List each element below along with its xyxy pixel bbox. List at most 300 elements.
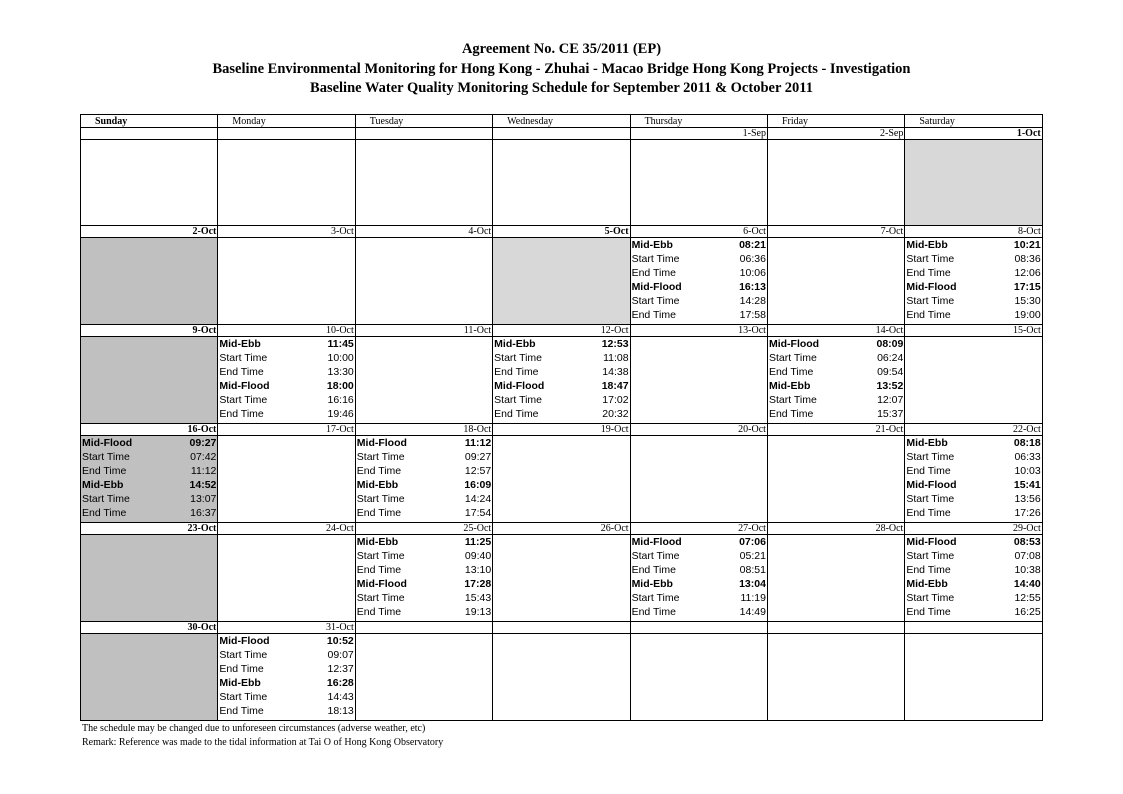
schedule-row [81, 634, 1043, 721]
schedule-cell [767, 436, 904, 523]
entry-label: Mid-Flood [219, 380, 270, 393]
entry-time: 11:08 [603, 352, 629, 365]
date-cell: 28-Oct [767, 522, 904, 534]
tide-entry [218, 337, 354, 351]
schedule-cell [630, 238, 767, 325]
date-cell: 29-Oct [905, 522, 1042, 534]
tide-entry [218, 379, 354, 393]
time-entry [905, 464, 1041, 478]
date-cell [218, 128, 355, 140]
entry-time: 09:40 [464, 550, 492, 563]
entry-time: 08:51 [739, 564, 766, 577]
time-entry [356, 563, 492, 577]
schedule-cell [905, 634, 1042, 721]
time-entry [218, 690, 354, 704]
time-entry [218, 393, 354, 407]
date-cell: 15-Oct [905, 325, 1042, 337]
entry-label: Mid-Flood [906, 479, 957, 492]
date-cell: 6-Oct [630, 226, 767, 238]
entry-label: End Time [356, 606, 402, 619]
day-header-wednesday: Wednesday [493, 115, 630, 128]
date-cell [630, 621, 767, 633]
date-cell [905, 621, 1042, 633]
date-cell [81, 128, 218, 140]
schedule-cell [355, 634, 492, 721]
entry-label: End Time [906, 606, 951, 619]
time-entry [905, 294, 1041, 308]
entry-time: 13:04 [739, 578, 766, 591]
entry-time: 06:24 [877, 352, 904, 365]
date-cell: 23-Oct [81, 522, 218, 534]
time-entry [218, 648, 354, 662]
entry-label: End Time [356, 564, 402, 577]
schedule-row [81, 436, 1043, 523]
entry-time: 11:19 [740, 592, 766, 605]
entry-time: 08:36 [1014, 253, 1041, 266]
entry-label: Start Time [631, 295, 680, 308]
time-entry [631, 549, 767, 563]
date-row [81, 226, 1043, 238]
day-header-monday: Monday [218, 115, 355, 128]
date-cell: 21-Oct [767, 424, 904, 436]
time-entry [631, 605, 767, 619]
date-cell: 8-Oct [905, 226, 1042, 238]
time-entry [768, 365, 904, 379]
entry-label: Mid-Flood [906, 536, 957, 549]
entry-label: End Time [906, 564, 951, 577]
date-cell: 27-Oct [630, 522, 767, 534]
date-cell [355, 128, 492, 140]
schedule-cell [355, 140, 492, 226]
tide-entry [493, 337, 629, 351]
date-cell: 1-Oct [905, 128, 1042, 140]
schedule-row [81, 140, 1043, 226]
schedule-cell [81, 238, 218, 325]
entry-label: End Time [631, 309, 676, 322]
date-cell: 13-Oct [630, 325, 767, 337]
schedule-cell [81, 634, 218, 721]
schedule-cell [905, 238, 1042, 325]
schedule-cell [905, 535, 1042, 622]
entry-label: End Time [356, 465, 402, 478]
day-header-sunday: Sunday [81, 115, 218, 128]
entry-time: 07:42 [190, 451, 217, 464]
time-entry [493, 351, 629, 365]
note-remark: Remark: Reference was made to the tidal information at Tai O of Hong Kong Observatory [82, 737, 444, 748]
schedule-cell [905, 140, 1042, 226]
schedule-cell [81, 436, 218, 523]
entry-label: Mid-Flood [494, 380, 545, 393]
tide-entry [631, 535, 767, 549]
entry-time: 16:37 [190, 507, 217, 520]
entry-label: Start Time [356, 451, 405, 464]
entry-label: Start Time [219, 649, 268, 662]
entry-label: End Time [356, 507, 402, 520]
date-cell: 5-Oct [493, 226, 630, 238]
schedule-cell [767, 535, 904, 622]
entry-time: 09:27 [189, 437, 217, 450]
entry-label: End Time [631, 564, 676, 577]
entry-label: End Time [631, 606, 676, 619]
day-header-tuesday: Tuesday [355, 115, 492, 128]
schedule-cell [493, 337, 630, 424]
entry-label: End Time [219, 408, 264, 421]
entry-label: End Time [219, 366, 264, 379]
date-cell: 3-Oct [218, 226, 355, 238]
time-entry [218, 704, 354, 718]
day-header-row [81, 115, 1043, 128]
time-entry [768, 407, 904, 421]
entry-time: 06:33 [1014, 451, 1041, 464]
entry-label: Start Time [906, 295, 955, 308]
tide-entry [356, 535, 492, 549]
schedule-cell [218, 337, 355, 424]
date-cell: 11-Oct [355, 325, 492, 337]
schedule-cell [630, 337, 767, 424]
entry-label: Start Time [906, 550, 955, 563]
entry-time: 14:43 [327, 691, 354, 704]
schedule-row [81, 238, 1043, 325]
tide-entry [631, 280, 767, 294]
date-cell: 26-Oct [493, 522, 630, 534]
entry-time: 11:12 [190, 465, 217, 478]
footnotes [82, 722, 443, 750]
schedule-cell [767, 238, 904, 325]
title-agreement: Agreement No. CE 35/2011 (EP) [461, 41, 662, 57]
date-cell [493, 128, 630, 140]
entry-time: 10:06 [739, 267, 766, 280]
entry-label: End Time [768, 408, 814, 421]
date-cell: 18-Oct [355, 424, 492, 436]
entry-time: 16:13 [739, 281, 766, 294]
entry-label: Mid-Ebb [768, 380, 811, 393]
time-entry [631, 266, 767, 280]
time-entry [631, 308, 767, 322]
schedule-cell [630, 140, 767, 226]
entry-time: 13:52 [876, 380, 904, 393]
entry-time: 12:57 [464, 465, 492, 478]
schedule-cell [81, 140, 218, 226]
entry-label: End Time [768, 366, 814, 379]
entry-time: 12:06 [1014, 267, 1041, 280]
schedule-cell [218, 634, 355, 721]
time-entry [218, 662, 354, 676]
entry-label: End Time [906, 309, 951, 322]
entry-label: Start Time [906, 451, 955, 464]
date-row [81, 128, 1043, 140]
time-entry [493, 393, 629, 407]
schedule-cell [767, 337, 904, 424]
entry-label: End Time [494, 366, 539, 379]
entry-label: Start Time [768, 352, 817, 365]
entry-time: 19:13 [464, 606, 492, 619]
entry-label: Mid-Ebb [631, 578, 673, 591]
entry-time: 17:28 [464, 578, 492, 591]
entry-time: 11:25 [464, 536, 492, 549]
entry-time: 20:32 [602, 408, 629, 421]
entry-label: Mid-Flood [631, 281, 682, 294]
calendar-table [80, 114, 1043, 721]
entry-time: 07:06 [739, 536, 766, 549]
date-cell [355, 621, 492, 633]
schedule-cell [218, 140, 355, 226]
entry-label: Start Time [82, 493, 130, 506]
entry-label: End Time [219, 663, 264, 676]
entry-time: 08:09 [876, 338, 904, 351]
time-entry [631, 563, 767, 577]
schedule-cell [905, 436, 1042, 523]
entry-label: Start Time [631, 253, 680, 266]
entry-time: 09:54 [877, 366, 904, 379]
time-entry [356, 492, 492, 506]
entry-time: 09:07 [327, 649, 354, 662]
date-cell: 4-Oct [355, 226, 492, 238]
time-entry [218, 351, 354, 365]
date-cell: 2-Sep [767, 128, 904, 140]
date-row [81, 621, 1043, 633]
entry-label: Mid-Ebb [631, 239, 673, 252]
entry-label: End Time [631, 267, 676, 280]
entry-label: Start Time [631, 550, 680, 563]
time-entry [356, 605, 492, 619]
entry-label: Mid-Ebb [82, 479, 124, 492]
entry-time: 16:25 [1014, 606, 1041, 619]
time-entry [905, 563, 1041, 577]
tide-entry [631, 238, 767, 252]
entry-time: 08:18 [1013, 437, 1041, 450]
entry-label: Mid-Ebb [494, 338, 536, 351]
entry-time: 14:52 [189, 479, 217, 492]
entry-time: 13:30 [327, 366, 354, 379]
schedule-cell [218, 238, 355, 325]
date-cell: 30-Oct [81, 621, 218, 633]
entry-label: Start Time [494, 352, 543, 365]
time-entry [768, 393, 904, 407]
tide-entry [905, 577, 1041, 591]
time-entry [493, 407, 629, 421]
entry-label: Start Time [219, 691, 268, 704]
entry-time: 10:52 [326, 635, 354, 648]
schedule-cell [81, 535, 218, 622]
tide-entry [81, 436, 217, 450]
entry-label: Mid-Flood [82, 437, 133, 450]
date-cell: 14-Oct [767, 325, 904, 337]
entry-label: Start Time [219, 394, 268, 407]
entry-time: 12:37 [327, 663, 354, 676]
time-entry [631, 294, 767, 308]
time-entry [218, 407, 354, 421]
tide-entry [905, 280, 1041, 294]
entry-time: 16:16 [327, 394, 354, 407]
time-entry [81, 506, 217, 520]
entry-time: 11:12 [464, 437, 492, 450]
entry-label: Mid-Flood [356, 437, 407, 450]
entry-time: 11:45 [327, 338, 354, 351]
entry-time: 10:00 [327, 352, 354, 365]
day-header-friday: Friday [767, 115, 904, 128]
entry-time: 17:15 [1013, 281, 1041, 294]
date-cell: 9-Oct [81, 325, 218, 337]
entry-label: Mid-Ebb [906, 437, 948, 450]
tide-entry [905, 436, 1041, 450]
tide-entry [356, 436, 492, 450]
schedule-cell [218, 535, 355, 622]
entry-time: 13:10 [464, 564, 492, 577]
time-entry [905, 506, 1041, 520]
entry-label: End Time [82, 507, 127, 520]
schedule-cell [355, 337, 492, 424]
date-cell: 7-Oct [767, 226, 904, 238]
date-row [81, 424, 1043, 436]
date-cell: 12-Oct [493, 325, 630, 337]
entry-time: 07:08 [1014, 550, 1041, 563]
tide-entry [356, 478, 492, 492]
time-entry [905, 492, 1041, 506]
entry-time: 18:13 [327, 705, 354, 718]
entry-label: Start Time [356, 550, 405, 563]
entry-label: Start Time [631, 592, 680, 605]
entry-time: 14:38 [602, 366, 629, 379]
document-title [0, 40, 1123, 99]
entry-label: Start Time [219, 352, 268, 365]
tide-entry [768, 337, 904, 351]
date-cell: 10-Oct [218, 325, 355, 337]
schedule-cell [493, 535, 630, 622]
entry-time: 14:24 [464, 493, 492, 506]
date-row [81, 325, 1043, 337]
calendar-body [81, 115, 1043, 721]
schedule-cell [81, 337, 218, 424]
entry-label: Mid-Ebb [219, 338, 261, 351]
entry-time: 09:27 [464, 451, 492, 464]
day-header-saturday: Saturday [905, 115, 1042, 128]
time-entry [905, 252, 1041, 266]
date-cell: 22-Oct [905, 424, 1042, 436]
entry-label: Mid-Flood [768, 338, 820, 351]
tide-entry [905, 535, 1041, 549]
time-entry [493, 365, 629, 379]
entry-time: 13:56 [1014, 493, 1041, 506]
entry-time: 18:47 [601, 380, 629, 393]
date-cell: 16-Oct [81, 424, 218, 436]
time-entry [218, 365, 354, 379]
time-entry [356, 450, 492, 464]
entry-label: Start Time [356, 592, 405, 605]
entry-time: 15:43 [464, 592, 492, 605]
entry-label: End Time [219, 705, 264, 718]
date-cell: 24-Oct [218, 522, 355, 534]
schedule-cell [493, 634, 630, 721]
title-project: Baseline Environmental Monitoring for Hong Kong - Zhuhai - Macao Bridge Hong Kong Projects - Investigation [212, 60, 911, 77]
entry-time: 19:46 [327, 408, 354, 421]
date-row [81, 522, 1043, 534]
time-entry [905, 266, 1041, 280]
time-entry [356, 464, 492, 478]
entry-time: 08:21 [739, 239, 766, 252]
entry-time: 15:41 [1013, 479, 1041, 492]
schedule-cell [630, 634, 767, 721]
time-entry [905, 450, 1041, 464]
entry-label: Mid-Flood [219, 635, 270, 648]
entry-time: 15:30 [1014, 295, 1041, 308]
tide-entry [356, 577, 492, 591]
schedule-row [81, 337, 1043, 424]
schedule-cell [218, 436, 355, 523]
time-entry [356, 506, 492, 520]
time-entry [905, 549, 1041, 563]
entry-label: End Time [906, 507, 951, 520]
schedule-cell [630, 535, 767, 622]
schedule-cell [493, 436, 630, 523]
time-entry [81, 464, 217, 478]
time-entry [81, 450, 217, 464]
entry-label: Start Time [82, 451, 130, 464]
entry-time: 08:53 [1013, 536, 1041, 549]
entry-time: 17:02 [602, 394, 629, 407]
entry-label: Mid-Ebb [356, 536, 399, 549]
entry-time: 17:58 [739, 309, 766, 322]
tide-entry [905, 478, 1041, 492]
entry-time: 14:28 [739, 295, 766, 308]
entry-label: Mid-Flood [906, 281, 957, 294]
date-cell: 1-Sep [630, 128, 767, 140]
entry-time: 13:07 [190, 493, 217, 506]
tide-entry [218, 676, 354, 690]
schedule-cell [355, 238, 492, 325]
tide-entry [631, 577, 767, 591]
date-cell [767, 621, 904, 633]
time-entry [631, 252, 767, 266]
time-entry [631, 591, 767, 605]
entry-label: Start Time [906, 253, 955, 266]
entry-time: 16:09 [464, 479, 492, 492]
entry-time: 05:21 [739, 550, 766, 563]
time-entry [768, 351, 904, 365]
entry-label: Mid-Ebb [906, 239, 948, 252]
schedule-row [81, 535, 1043, 622]
date-cell [493, 621, 630, 633]
tide-entry [905, 238, 1041, 252]
entry-time: 14:49 [739, 606, 766, 619]
schedule-cell [355, 535, 492, 622]
entry-time: 15:37 [877, 408, 904, 421]
time-entry [905, 591, 1041, 605]
entry-label: End Time [906, 465, 951, 478]
tide-entry [768, 379, 904, 393]
date-cell: 20-Oct [630, 424, 767, 436]
date-cell: 2-Oct [81, 226, 218, 238]
time-entry [356, 591, 492, 605]
entry-label: Start Time [356, 493, 405, 506]
entry-label: Start Time [906, 592, 955, 605]
entry-label: Mid-Ebb [906, 578, 948, 591]
schedule-cell [630, 436, 767, 523]
day-header-thursday: Thursday [630, 115, 767, 128]
entry-time: 12:07 [877, 394, 904, 407]
entry-time: 18:00 [326, 380, 354, 393]
date-cell: 17-Oct [218, 424, 355, 436]
entry-time: 12:55 [1014, 592, 1041, 605]
date-cell: 25-Oct [355, 522, 492, 534]
tide-entry [493, 379, 629, 393]
entry-label: End Time [906, 267, 951, 280]
tide-entry [218, 634, 354, 648]
entry-time: 17:54 [464, 507, 492, 520]
title-schedule: Baseline Water Quality Monitoring Schedule for September 2011 & October 2011 [310, 80, 813, 96]
entry-time: 06:36 [739, 253, 766, 266]
entry-label: End Time [82, 465, 127, 478]
entry-label: Mid-Flood [356, 578, 407, 591]
